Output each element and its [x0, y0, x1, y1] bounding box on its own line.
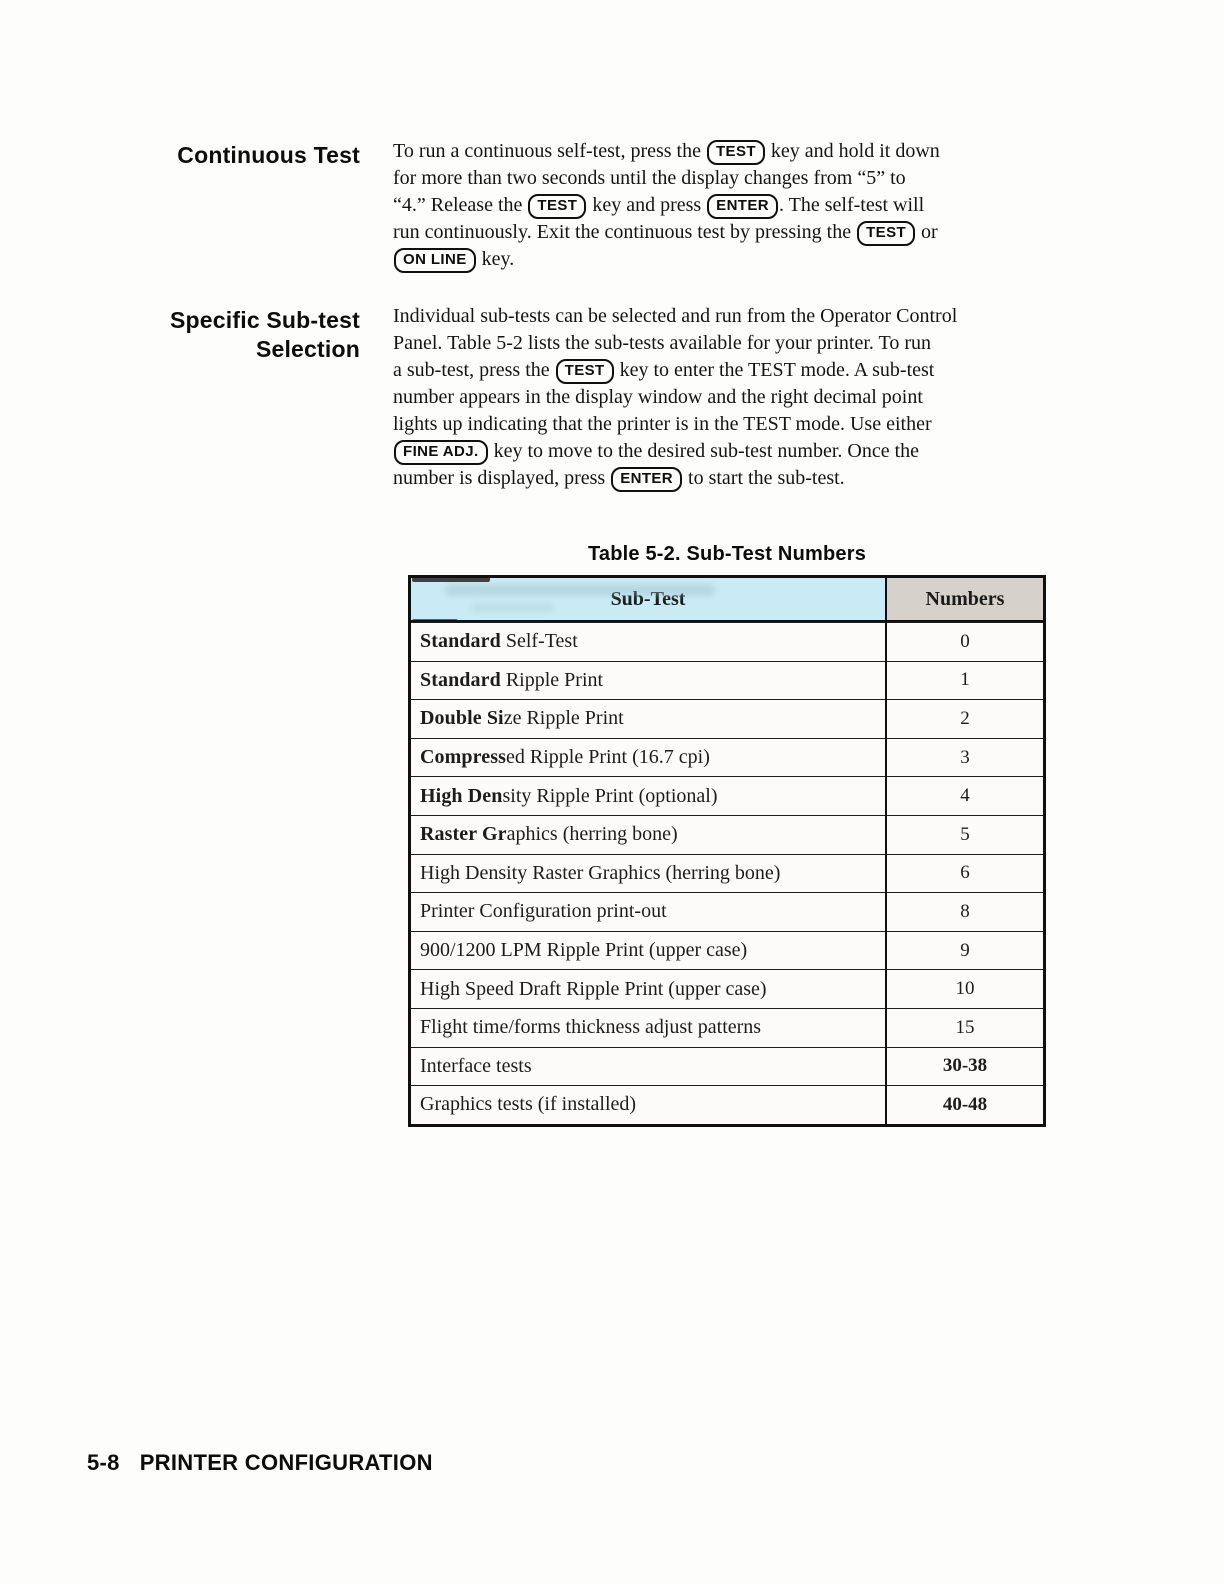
label-bold-part: Raster Gr	[420, 823, 507, 846]
table-header-subtest	[411, 578, 885, 620]
table-header-numbers	[885, 578, 1043, 620]
subtest-name-cell	[411, 970, 885, 1008]
table-row	[411, 1008, 1043, 1047]
subtest-number-cell: 9	[885, 932, 1043, 970]
keycap-test: TEST	[857, 221, 915, 246]
keycap-test: TEST	[556, 359, 614, 384]
section-specific-subtest	[0, 303, 1055, 492]
table-header-row	[411, 578, 1043, 622]
subtest-name-cell	[411, 662, 885, 700]
section-heading-specific-subtest	[90, 303, 360, 364]
keycap-on-line: ON LINE	[394, 248, 476, 273]
label-rest-part: ze Ripple Print	[503, 707, 624, 730]
subtest-number-cell: 0	[885, 623, 1043, 661]
subtest-name-cell	[411, 700, 885, 738]
label-rest-part: Ripple Print	[500, 668, 604, 691]
subtest-name-cell	[411, 1009, 885, 1047]
page-number: 5-8	[87, 1450, 120, 1475]
label-bold-part: Compress	[420, 746, 506, 769]
label-rest-part: 900/1200 LPM Ripple Print (upper case)	[420, 939, 748, 962]
page-footer	[87, 1450, 433, 1476]
keycap-enter: ENTER	[611, 467, 682, 492]
subtest-name-cell	[411, 1048, 885, 1086]
subtest-name-cell	[411, 739, 885, 777]
subtest-name-cell	[411, 777, 885, 815]
label-rest-part: Flight time/forms thickness adjust patterns	[420, 1016, 762, 1039]
subtest-name-cell	[411, 932, 885, 970]
subtest-number-cell: 30-38	[885, 1048, 1043, 1086]
continuous-test-paragraph: To run a continuous self-test, press the TEST key and hold it down for more than two seconds until the display changes from “5” to “4.” Release the TEST key and press ENTER . The self-test will run continuously. Exit the continuous test by pressing the TEST or ON LINE key.	[393, 138, 1055, 273]
label-bold-part: Standard	[420, 630, 501, 653]
label-rest-part: ed Ripple Print (16.7 cpi)	[506, 746, 710, 769]
subtest-name-cell	[411, 623, 885, 661]
keycap-test: TEST	[707, 140, 765, 165]
label-rest-part: Printer Configuration print-out	[420, 900, 667, 923]
table-row	[411, 892, 1043, 931]
table-row	[411, 969, 1043, 1008]
subtest-number-cell: 6	[885, 855, 1043, 893]
table-title: Table 5-2. Sub-Test Numbers	[587, 543, 867, 565]
label-rest-part: Self-Test	[500, 630, 578, 653]
column-header-label: Numbers	[925, 587, 1005, 610]
label-rest-part: Graphics tests (if installed)	[420, 1093, 637, 1116]
label-rest-part: aphics (herring bone)	[506, 823, 678, 846]
label-rest-part: sity Ripple Print (optional)	[502, 784, 718, 807]
keycap-enter: ENTER	[707, 194, 778, 219]
table-row	[411, 699, 1043, 738]
subtest-name-cell	[411, 855, 885, 893]
subtest-number-cell: 15	[885, 1009, 1043, 1047]
subtest-number-cell: 4	[885, 777, 1043, 815]
label-rest-part: Interface tests	[420, 1054, 532, 1077]
subtest-number-cell: 8	[885, 893, 1043, 931]
label-rest-part: High Density Raster Graphics (herring bone)	[420, 861, 781, 884]
section-continuous-test	[0, 138, 1055, 273]
column-header-label: Sub-Test	[610, 587, 686, 610]
scan-smudge-artifact	[412, 619, 458, 620]
label-rest-part: High Speed Draft Ripple Print (upper case)	[420, 977, 767, 1000]
subtest-name-cell	[411, 816, 885, 854]
specific-subtest-paragraph: Individual sub-tests can be selected and run from the Operator Control Panel. Table 5-2 lists the sub-tests available for your printer. To run a sub-test, press the TEST key to enter the TEST mode. A sub-test number appears in the display window and the right decimal point lights up indicating that the printer is in the TEST mode. Use either FINE ADJ. key to move to the desired sub-test number. Once the number is displayed, press ENTER to start the sub-test.	[393, 303, 1055, 492]
heading-text: Continuous Test	[177, 142, 360, 168]
label-bold-part: Double Si	[420, 707, 504, 730]
keycap-test: TEST	[528, 194, 586, 219]
subtest-table-block	[408, 543, 1046, 1127]
subtest-number-cell: 40-48	[885, 1086, 1043, 1124]
subtest-numbers-table	[408, 575, 1046, 1127]
table-row	[411, 931, 1043, 970]
table-row	[411, 622, 1043, 661]
subtest-name-cell	[411, 893, 885, 931]
table-row	[411, 776, 1043, 815]
subtest-number-cell: 10	[885, 970, 1043, 1008]
heading-text-line2: Selection	[255, 336, 360, 362]
subtest-number-cell: 1	[885, 662, 1043, 700]
section-heading-continuous-test	[90, 138, 360, 170]
table-row	[411, 738, 1043, 777]
table-row	[411, 1085, 1043, 1124]
label-bold-part: High Den	[420, 784, 503, 807]
label-bold-part: Standard	[420, 668, 501, 691]
subtest-name-cell	[411, 1086, 885, 1124]
table-row	[411, 1047, 1043, 1086]
table-row	[411, 854, 1043, 893]
subtest-number-cell: 2	[885, 700, 1043, 738]
footer-chapter-title: PRINTER CONFIGURATION	[139, 1450, 433, 1475]
table-row	[411, 661, 1043, 700]
keycap-fine-adj: FINE ADJ.	[394, 440, 488, 465]
subtest-number-cell: 3	[885, 739, 1043, 777]
heading-text-line1: Specific Sub-test	[170, 307, 360, 333]
subtest-number-cell: 5	[885, 816, 1043, 854]
table-row	[411, 815, 1043, 854]
scan-smudge-artifact	[412, 578, 490, 582]
